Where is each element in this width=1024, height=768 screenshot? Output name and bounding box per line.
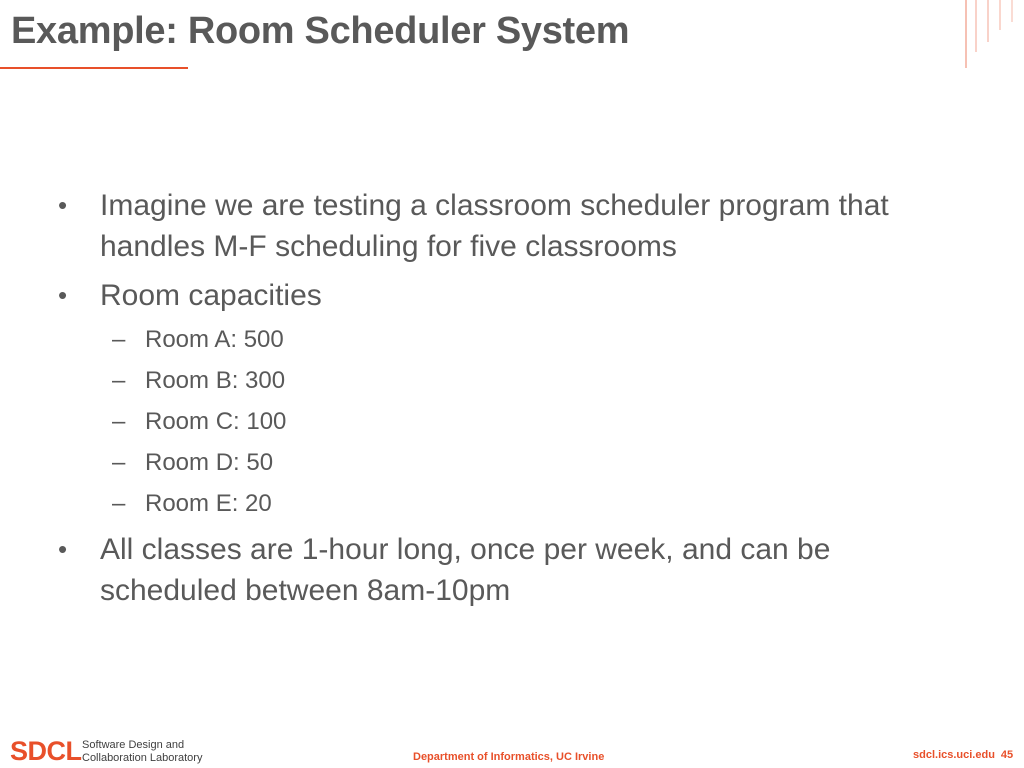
bullet-line: handles M-F scheduling for five classrooms [100, 230, 677, 263]
bullet-item [100, 185, 889, 267]
room-capacity-item: Room A: 500 [145, 326, 284, 353]
bullet-item [100, 275, 322, 316]
bullet-marker: • [58, 280, 68, 310]
bullet-line: Imagine we are testing a classroom scheduler program that [100, 189, 889, 222]
bullet-marker: • [58, 534, 68, 564]
slide-title: Example: Room Scheduler System [11, 10, 630, 52]
bullet-line: scheduled between 8am-10pm [100, 574, 511, 607]
sub-bullet-marker: – [112, 490, 126, 517]
footer-url-block [913, 749, 1013, 761]
sub-bullet-marker: – [112, 408, 126, 435]
sub-bullet-marker: – [112, 449, 126, 476]
department-label: Department of Informatics, UC Irvine [413, 751, 605, 763]
lab-name-line: Collaboration Laboratory [82, 752, 203, 764]
bullet-item [100, 529, 830, 611]
bullet-line: Room capacities [100, 279, 322, 312]
sdcl-logo: SDCL [10, 736, 82, 766]
room-capacity-item: Room D: 50 [145, 449, 274, 476]
bullet-line: All classes are 1-hour long, once per week, and can be [100, 533, 831, 566]
room-capacity-item: Room C: 100 [145, 408, 287, 435]
website-link[interactable]: sdcl.ics.uci.edu [913, 749, 995, 761]
lab-name-line: Software Design and [82, 739, 185, 751]
lab-name [82, 739, 202, 765]
sub-bullet-marker: – [112, 326, 126, 353]
page-number: 45 [1000, 749, 1014, 761]
bullet-marker: • [58, 190, 68, 220]
room-capacity-item: Room B: 300 [145, 367, 286, 394]
sub-bullet-marker: – [112, 367, 126, 394]
room-capacity-item: Room E: 20 [145, 490, 272, 517]
